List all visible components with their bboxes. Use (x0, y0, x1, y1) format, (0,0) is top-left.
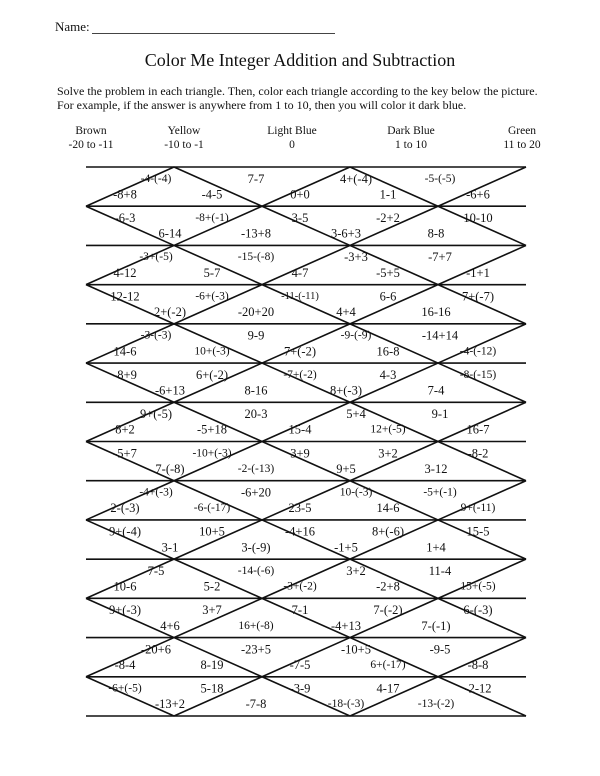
instructions-line-1: Solve the problem in each triangle. Then, color each triangle according to the key below the picture. (57, 84, 538, 98)
triangle-problem[interactable]: -3-(-3) (140, 329, 172, 342)
triangle-problem[interactable]: -10+(-3) (192, 447, 232, 460)
triangle-problem[interactable]: 7-5 (147, 563, 165, 578)
triangle-problem[interactable]: 9+(-11) (460, 502, 496, 515)
triangle-problem[interactable]: 6+(-2) (195, 367, 229, 382)
triangle-problem[interactable]: -6+6 (466, 187, 490, 202)
triangle-problem[interactable]: -4+16 (285, 524, 315, 539)
triangle-problem[interactable]: 4-3 (379, 367, 397, 382)
triangle-problem[interactable]: 7-4 (427, 383, 445, 398)
triangle-problem[interactable]: 6-6 (379, 289, 397, 304)
triangle-problem[interactable]: 10+5 (199, 524, 225, 539)
triangle-problem[interactable]: -5+5 (376, 265, 400, 280)
triangle-problem[interactable]: -10+5 (341, 642, 371, 657)
key-color-label: Green (507, 125, 537, 137)
triangle-problem[interactable]: -13+2 (155, 697, 185, 712)
triangle-problem[interactable]: 14-6 (113, 344, 137, 359)
triangle-problem[interactable]: -1+1 (466, 265, 490, 280)
key-color-label: Yellow (167, 125, 201, 137)
triangle-problem[interactable]: -6-(-17) (193, 502, 231, 515)
triangle-problem[interactable]: 16-16 (421, 305, 451, 320)
triangle-problem[interactable]: 4+6 (160, 618, 180, 633)
triangle-problem[interactable]: 1+4 (426, 540, 446, 555)
triangle-problem[interactable]: -7+(-2) (283, 368, 317, 381)
triangle-problem[interactable]: 9+(-5) (139, 407, 173, 422)
triangle-problem[interactable]: 6-(-3) (463, 603, 493, 618)
triangle-problem[interactable]: 16+(-8) (238, 619, 274, 632)
triangle-problem[interactable]: 10-10 (463, 210, 493, 225)
triangle-problem[interactable]: -4+13 (331, 618, 361, 633)
triangle-problem[interactable]: 3-6+3 (331, 226, 361, 241)
triangle-problem[interactable]: 7+(-2) (283, 344, 317, 359)
triangle-problem[interactable]: -8-8 (467, 658, 489, 673)
triangle-problem[interactable]: 10-6 (113, 579, 137, 594)
triangle-problem[interactable]: 12-12 (110, 289, 140, 304)
triangle-problem[interactable]: 9-1 (431, 407, 449, 422)
key-color-label: Brown (75, 125, 107, 137)
name-label: Name: (55, 19, 90, 34)
triangle-problem[interactable]: -8+8 (113, 187, 137, 202)
triangle-problem[interactable]: 5-18 (200, 681, 224, 696)
triangle-problem[interactable]: 3-12 (424, 461, 448, 476)
key-range-label: -20 to -11 (68, 139, 114, 151)
triangle-problem[interactable]: 7-7 (247, 171, 265, 186)
triangle-problem[interactable]: 2+(-2) (153, 305, 187, 320)
grid-lines (86, 167, 526, 716)
key-range-label: -10 to -1 (164, 139, 204, 151)
triangle-problem[interactable]: -5+(-1) (423, 486, 457, 499)
triangle-problem[interactable]: 8+(-6) (371, 524, 405, 539)
triangle-problem[interactable]: 3+2 (378, 446, 398, 461)
triangle-problem[interactable]: 7-1 (291, 603, 309, 618)
triangle-problem[interactable]: -9-(-9) (340, 329, 372, 342)
triangle-problem[interactable]: 3+2 (346, 563, 366, 578)
triangle-problem[interactable]: 16-7 (466, 422, 490, 437)
triangle-problem[interactable]: 9-9 (247, 328, 265, 343)
triangle-problem[interactable]: -5-(-5) (424, 172, 456, 185)
triangle-problem[interactable]: -4-5 (201, 187, 223, 202)
triangle-problem[interactable]: 6-14 (158, 226, 182, 241)
triangle-problem[interactable]: -20+20 (237, 305, 275, 320)
triangle-problem[interactable]: -11-(-11) (281, 290, 319, 302)
triangle-problem[interactable]: 8-8 (427, 226, 445, 241)
triangle-problem[interactable]: 3-1 (161, 540, 179, 555)
triangle-problem[interactable]: 3-(-9) (241, 540, 271, 555)
triangle-problem[interactable]: 10+(-3) (194, 345, 230, 358)
triangle-problem[interactable]: -14-(-6) (237, 564, 275, 577)
triangle-problem[interactable]: -18-(-3) (327, 698, 365, 711)
triangle-problem[interactable]: -4-(-12) (459, 345, 497, 358)
triangle-problem[interactable]: -3+(-5) (139, 251, 173, 264)
triangle-problem[interactable]: 4-17 (376, 681, 400, 696)
triangle-problem[interactable]: -6+20 (241, 485, 271, 500)
triangle-problem[interactable]: -2+2 (376, 210, 400, 225)
triangle-problem[interactable]: -2-(-13) (237, 462, 275, 475)
triangle-problem[interactable]: 8+(-3) (329, 383, 363, 398)
triangle-problem[interactable]: 7-(-8) (155, 461, 185, 476)
instructions-line-2: For example, if the answer is anywhere from 1 to 10, then you will color it dark blue. (57, 98, 467, 112)
triangle-problem[interactable]: -3-9 (289, 681, 311, 696)
triangle-problem[interactable]: 4+(-4) (339, 171, 373, 186)
triangle-problem[interactable]: -4+(-3) (139, 486, 173, 499)
triangle-problem[interactable]: -5+18 (197, 422, 227, 437)
triangle-problem[interactable]: 14-6 (376, 501, 400, 516)
triangle-problem[interactable]: 5-7 (203, 265, 221, 280)
triangle-problem[interactable]: -5+7 (113, 446, 137, 461)
triangle-problem[interactable]: -6-3 (114, 210, 136, 225)
triangle-problem[interactable]: 3+9 (290, 446, 310, 461)
triangle-problem[interactable]: 4-7 (291, 265, 309, 280)
triangle-problem[interactable]: -3+3 (344, 250, 368, 265)
triangle-problem[interactable]: -4-(-4) (140, 172, 172, 185)
triangle-problem[interactable]: 23-5 (288, 501, 312, 516)
triangle-problem[interactable]: 1-1 (379, 187, 397, 202)
triangle-problem[interactable]: 15-4 (288, 422, 312, 437)
triangle-problem[interactable]: -7+7 (428, 250, 452, 265)
triangle-problem[interactable]: 9+(-3) (108, 603, 142, 618)
triangle-problem[interactable]: -6+13 (155, 383, 185, 398)
triangle-problem[interactable]: -1+5 (334, 540, 358, 555)
triangle-problem[interactable]: 10-(-3) (339, 486, 373, 499)
triangle-problem[interactable]: 7-(-2) (373, 603, 403, 618)
triangle-problem[interactable]: -6+(-3) (195, 290, 229, 303)
triangle-problem[interactable]: -13+8 (241, 226, 271, 241)
triangle-problem[interactable]: 4-12 (113, 265, 137, 280)
triangle-problem[interactable]: 8-16 (244, 383, 268, 398)
triangle-problem[interactable]: 8-19 (200, 658, 224, 673)
triangle-problem[interactable]: -8+(-1) (195, 211, 229, 224)
triangle-problem[interactable]: 16-8 (376, 344, 400, 359)
triangle-problem[interactable]: -14+14 (421, 328, 459, 343)
key-range-label: 1 to 10 (395, 139, 427, 151)
triangle-problem[interactable]: -3+(-2) (283, 580, 317, 593)
triangle-problem[interactable]: -20+6 (141, 642, 171, 657)
triangle-problem[interactable]: 5+4 (346, 407, 366, 422)
triangle-problem[interactable]: 15+(-5) (460, 580, 496, 593)
triangle-problem[interactable]: 11-4 (428, 563, 452, 578)
key-range-label: 11 to 20 (503, 139, 541, 151)
triangle-problem[interactable]: -8+9 (113, 367, 137, 382)
triangle-problem[interactable]: 0+0 (290, 187, 310, 202)
triangle-problem[interactable]: 2-(-3) (110, 501, 140, 516)
triangle-problem[interactable]: -23+5 (241, 642, 271, 657)
page-title: Color Me Integer Addition and Subtraction (144, 50, 456, 70)
triangle-problem[interactable]: 7-(-1) (421, 618, 451, 633)
triangle-problem[interactable]: -2-12 (464, 681, 492, 696)
triangle-problem[interactable]: 3+7 (202, 603, 222, 618)
key-color-label: Light Blue (267, 125, 317, 137)
triangle-problem[interactable]: -15-(-8) (237, 251, 275, 264)
triangle-problem[interactable]: 20-3 (244, 407, 268, 422)
triangle-problem[interactable]: 5-2 (203, 579, 221, 594)
triangle-problem[interactable]: -9-5 (429, 642, 451, 657)
triangle-problem[interactable]: 6+(-17) (370, 659, 406, 672)
triangle-problem[interactable]: 7+(-7) (461, 289, 495, 304)
triangle-problem[interactable]: -6+(-5) (108, 682, 142, 695)
key-range-label: 0 (289, 139, 295, 151)
triangle-problem[interactable]: -13-(-2) (417, 698, 455, 711)
triangle-problem[interactable]: 9+(-4) (108, 524, 142, 539)
triangle-problem[interactable]: 12+(-5) (370, 423, 406, 436)
triangle-problem[interactable]: -8-(-15) (459, 368, 497, 381)
triangle-problem[interactable]: 4+4 (336, 305, 356, 320)
key-color-label: Dark Blue (387, 125, 435, 137)
triangle-problem[interactable]: 8+2 (115, 422, 135, 437)
triangle-problem[interactable]: -7-8 (245, 697, 267, 712)
triangle-problem[interactable]: -8-4 (114, 658, 136, 673)
triangle-problem[interactable]: -2+8 (376, 579, 400, 594)
triangle-problem[interactable]: -8-2 (467, 446, 489, 461)
triangle-problem[interactable]: 15-5 (466, 524, 490, 539)
triangle-problem[interactable]: 3-5 (291, 210, 309, 225)
triangle-problem[interactable]: -7-5 (289, 658, 311, 673)
triangle-problem[interactable]: 9+5 (336, 461, 356, 476)
